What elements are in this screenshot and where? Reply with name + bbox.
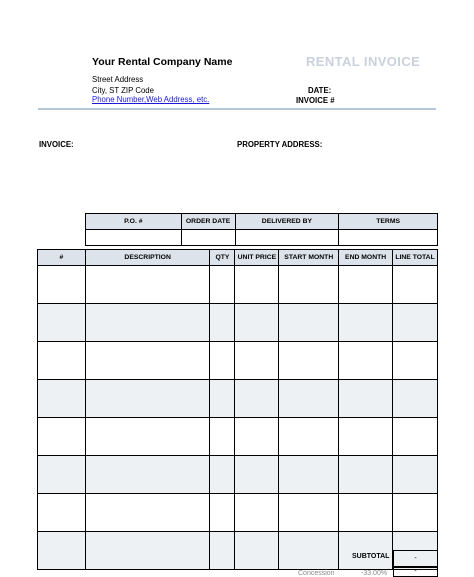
item-cell[interactable] <box>85 494 210 532</box>
item-cell[interactable] <box>38 380 86 418</box>
item-cell[interactable] <box>235 380 279 418</box>
item-cell[interactable] <box>339 418 393 456</box>
item-cell[interactable] <box>339 304 393 342</box>
item-cell[interactable] <box>235 266 279 304</box>
item-cell[interactable] <box>85 532 210 570</box>
item-cell[interactable] <box>393 494 438 532</box>
item-cell[interactable] <box>235 532 279 570</box>
item-cell[interactable] <box>339 342 393 380</box>
table-row <box>38 494 438 532</box>
table-row <box>38 532 438 570</box>
contact-link[interactable]: Phone Number,Web Address, etc. <box>92 95 210 104</box>
start-month-header: START MONTH <box>279 250 339 266</box>
company-name: Your Rental Company Name <box>92 56 233 68</box>
item-cell[interactable] <box>393 304 438 342</box>
line-items-table <box>37 249 438 570</box>
item-cell[interactable] <box>279 342 339 380</box>
description-header: DESCRIPTION <box>85 250 210 266</box>
terms-header: TERMS <box>339 214 438 230</box>
item-cell[interactable] <box>210 304 235 342</box>
po-header: P.O. # <box>86 214 182 230</box>
delivered-by-header: DELIVERED BY <box>235 214 339 230</box>
order-date-cell[interactable] <box>181 230 235 246</box>
item-cell[interactable] <box>38 494 86 532</box>
item-cell[interactable] <box>235 342 279 380</box>
item-cell[interactable] <box>85 418 210 456</box>
table-row <box>38 342 438 380</box>
concession-value[interactable]: - <box>393 567 438 577</box>
item-cell[interactable] <box>393 418 438 456</box>
end-month-header: END MONTH <box>339 250 393 266</box>
order-info-table <box>85 213 438 246</box>
unit-price-header: UNIT PRICE <box>235 250 279 266</box>
item-cell[interactable] <box>279 494 339 532</box>
qty-header: QTY <box>210 250 235 266</box>
item-cell[interactable] <box>279 304 339 342</box>
item-cell[interactable] <box>235 494 279 532</box>
item-cell[interactable] <box>393 456 438 494</box>
item-cell[interactable] <box>393 266 438 304</box>
item-cell[interactable] <box>279 456 339 494</box>
item-cell[interactable] <box>210 418 235 456</box>
item-cell[interactable] <box>235 304 279 342</box>
item-number-header: # <box>38 250 86 266</box>
invoice-number-label: INVOICE # <box>296 96 335 105</box>
city-state-zip: City, ST ZIP Code <box>92 86 154 95</box>
header-divider <box>38 108 436 110</box>
item-cell[interactable] <box>85 342 210 380</box>
property-address-label: PROPERTY ADDRESS: <box>237 140 323 149</box>
item-cell[interactable] <box>85 456 210 494</box>
line-total-header: LINE TOTAL <box>393 250 438 266</box>
table-row <box>38 304 438 342</box>
item-cell[interactable] <box>339 532 393 570</box>
item-cell[interactable] <box>210 532 235 570</box>
po-cell[interactable] <box>86 230 182 246</box>
subtotal-value[interactable]: - <box>393 550 438 567</box>
item-cell[interactable] <box>38 304 86 342</box>
item-cell[interactable] <box>210 380 235 418</box>
item-cell[interactable] <box>339 266 393 304</box>
item-cell[interactable] <box>393 380 438 418</box>
item-cell[interactable] <box>393 342 438 380</box>
item-cell[interactable] <box>279 418 339 456</box>
item-cell[interactable] <box>38 418 86 456</box>
item-cell[interactable] <box>38 342 86 380</box>
item-cell[interactable] <box>339 494 393 532</box>
concession-label: Concession <box>298 570 335 577</box>
subtotal-label: SUBTOTAL <box>352 553 390 560</box>
item-cell[interactable] <box>235 418 279 456</box>
delivered-by-cell[interactable] <box>235 230 339 246</box>
terms-cell[interactable] <box>339 230 438 246</box>
item-cell[interactable] <box>85 380 210 418</box>
street-address: Street Address <box>92 75 144 84</box>
item-cell[interactable] <box>339 380 393 418</box>
item-cell[interactable] <box>210 456 235 494</box>
item-cell[interactable] <box>38 456 86 494</box>
invoice-to-label: INVOICE: <box>39 140 74 149</box>
item-cell[interactable] <box>210 342 235 380</box>
item-cell[interactable] <box>210 266 235 304</box>
concession-rate: -33.00% <box>361 570 388 577</box>
item-cell[interactable] <box>339 456 393 494</box>
table-row <box>38 266 438 304</box>
item-cell[interactable] <box>85 266 210 304</box>
item-cell[interactable] <box>279 380 339 418</box>
item-cell[interactable] <box>279 532 339 570</box>
order-date-header: ORDER DATE <box>181 214 235 230</box>
item-cell[interactable] <box>38 532 86 570</box>
item-cell[interactable] <box>279 266 339 304</box>
document-title: RENTAL INVOICE <box>306 54 421 69</box>
item-cell[interactable] <box>38 266 86 304</box>
item-cell[interactable] <box>210 494 235 532</box>
item-cell[interactable] <box>85 304 210 342</box>
table-row <box>38 418 438 456</box>
table-row <box>38 456 438 494</box>
date-label: DATE: <box>308 86 332 95</box>
item-cell[interactable] <box>235 456 279 494</box>
table-row <box>38 380 438 418</box>
